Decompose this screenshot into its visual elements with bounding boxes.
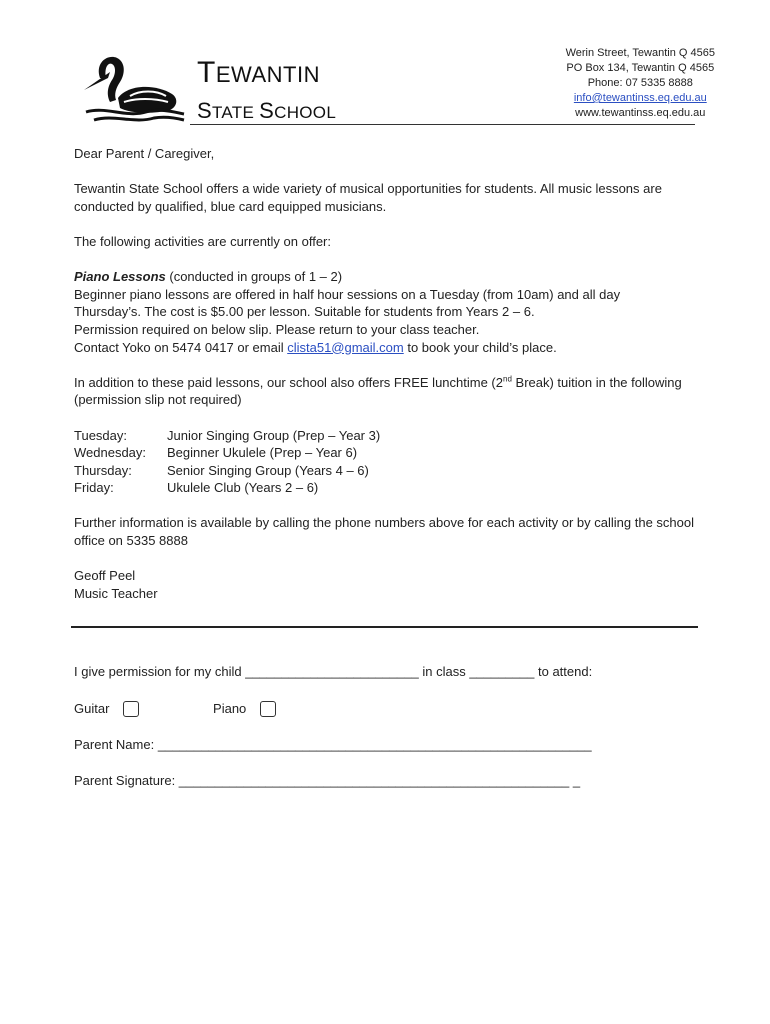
schedule-activity: Junior Singing Group (Prep – Year 3): [167, 427, 381, 443]
free-tuition-paragraph: In addition to these paid lessons, our school also offers FREE lunchtime (2nd Break) tuition in the following (permission slip not required): [74, 374, 682, 408]
schedule-day: Wednesday:: [74, 445, 147, 461]
header-rule: [190, 124, 695, 125]
greeting: Dear Parent / Caregiver,: [74, 146, 215, 161]
parent-signature-field[interactable]: Parent Signature: ______________________________________________________ _: [74, 773, 581, 788]
piano-line3: Permission required on below slip. Please return to your class teacher.: [74, 321, 480, 337]
school-website: www.tewantinss.eq.edu.au: [575, 107, 706, 119]
signatory-role: Music Teacher: [74, 585, 158, 601]
piano-heading: Piano Lessons (conducted in groups of 1 – 2): [74, 269, 343, 285]
piano-title: Piano Lessons: [74, 269, 166, 285]
further-info-paragraph: Further information is available by calling the phone numbers above for each activity or by calling the school office on 5335 8888: [74, 515, 695, 549]
schedule-activity: Ukulele Club (Years 2 – 6): [167, 480, 319, 496]
address-po-box: PO Box 134, Tewantin Q 4565: [566, 62, 715, 74]
schedule-day: Thursday:: [74, 462, 132, 478]
contact-email-link[interactable]: clista51@gmail.com: [287, 339, 404, 355]
school-email-link[interactable]: info@tewantinss.eq.edu.au: [573, 92, 707, 104]
piano-checkbox[interactable]: [260, 701, 276, 717]
lunchtime-schedule: [74, 427, 714, 497]
school-logo: [80, 50, 190, 128]
school-address: [566, 46, 715, 121]
piano-contact: Contact Yoko on 5474 0417 or email clista51@gmail.com to book your child’s place.: [74, 339, 557, 355]
school-name-line1: TEWANTIN: [197, 56, 320, 89]
schedule-day: Tuesday:: [74, 427, 127, 443]
signatory-name: Geoff Peel: [74, 568, 136, 584]
permission-statement: I give permission for my child ________________________ in class _________ to attend:: [74, 664, 593, 679]
address-phone: Phone: 07 5335 8888: [587, 77, 693, 89]
guitar-checkbox[interactable]: [123, 701, 139, 717]
school-name: [197, 58, 336, 122]
piano-line1: Beginner piano lessons are offered in half hour sessions on a Tuesday (from 10am) and all day: [74, 286, 621, 302]
instrument-options: [74, 700, 276, 717]
parent-name-field[interactable]: Parent Name: ____________________________________________________________: [74, 737, 592, 752]
schedule-activity: Senior Singing Group (Years 4 – 6): [167, 462, 369, 478]
piano-line2: Thursday’s. The cost is $5.00 per lesson. Suitable for students from Years 2 – 6.: [74, 304, 535, 320]
cut-line-divider: [71, 626, 698, 628]
intro-paragraph: Tewantin State School offers a wide variety of musical opportunities for students. All music lessons are conducted by qualified, blue card equipped musicians.: [74, 181, 662, 214]
option-guitar-label: Guitar: [74, 701, 110, 717]
schedule-day: Friday:: [74, 480, 114, 496]
schedule-activity: Beginner Ukulele (Prep – Year 6): [167, 445, 358, 461]
school-name-line2: STATE SCHOOL: [197, 98, 337, 123]
option-piano-label: Piano: [213, 701, 247, 717]
letter-body: [74, 145, 714, 602]
offer-intro: The following activities are currently on offer:: [74, 233, 331, 249]
address-street: Werin Street, Tewantin Q 4565: [565, 47, 715, 59]
